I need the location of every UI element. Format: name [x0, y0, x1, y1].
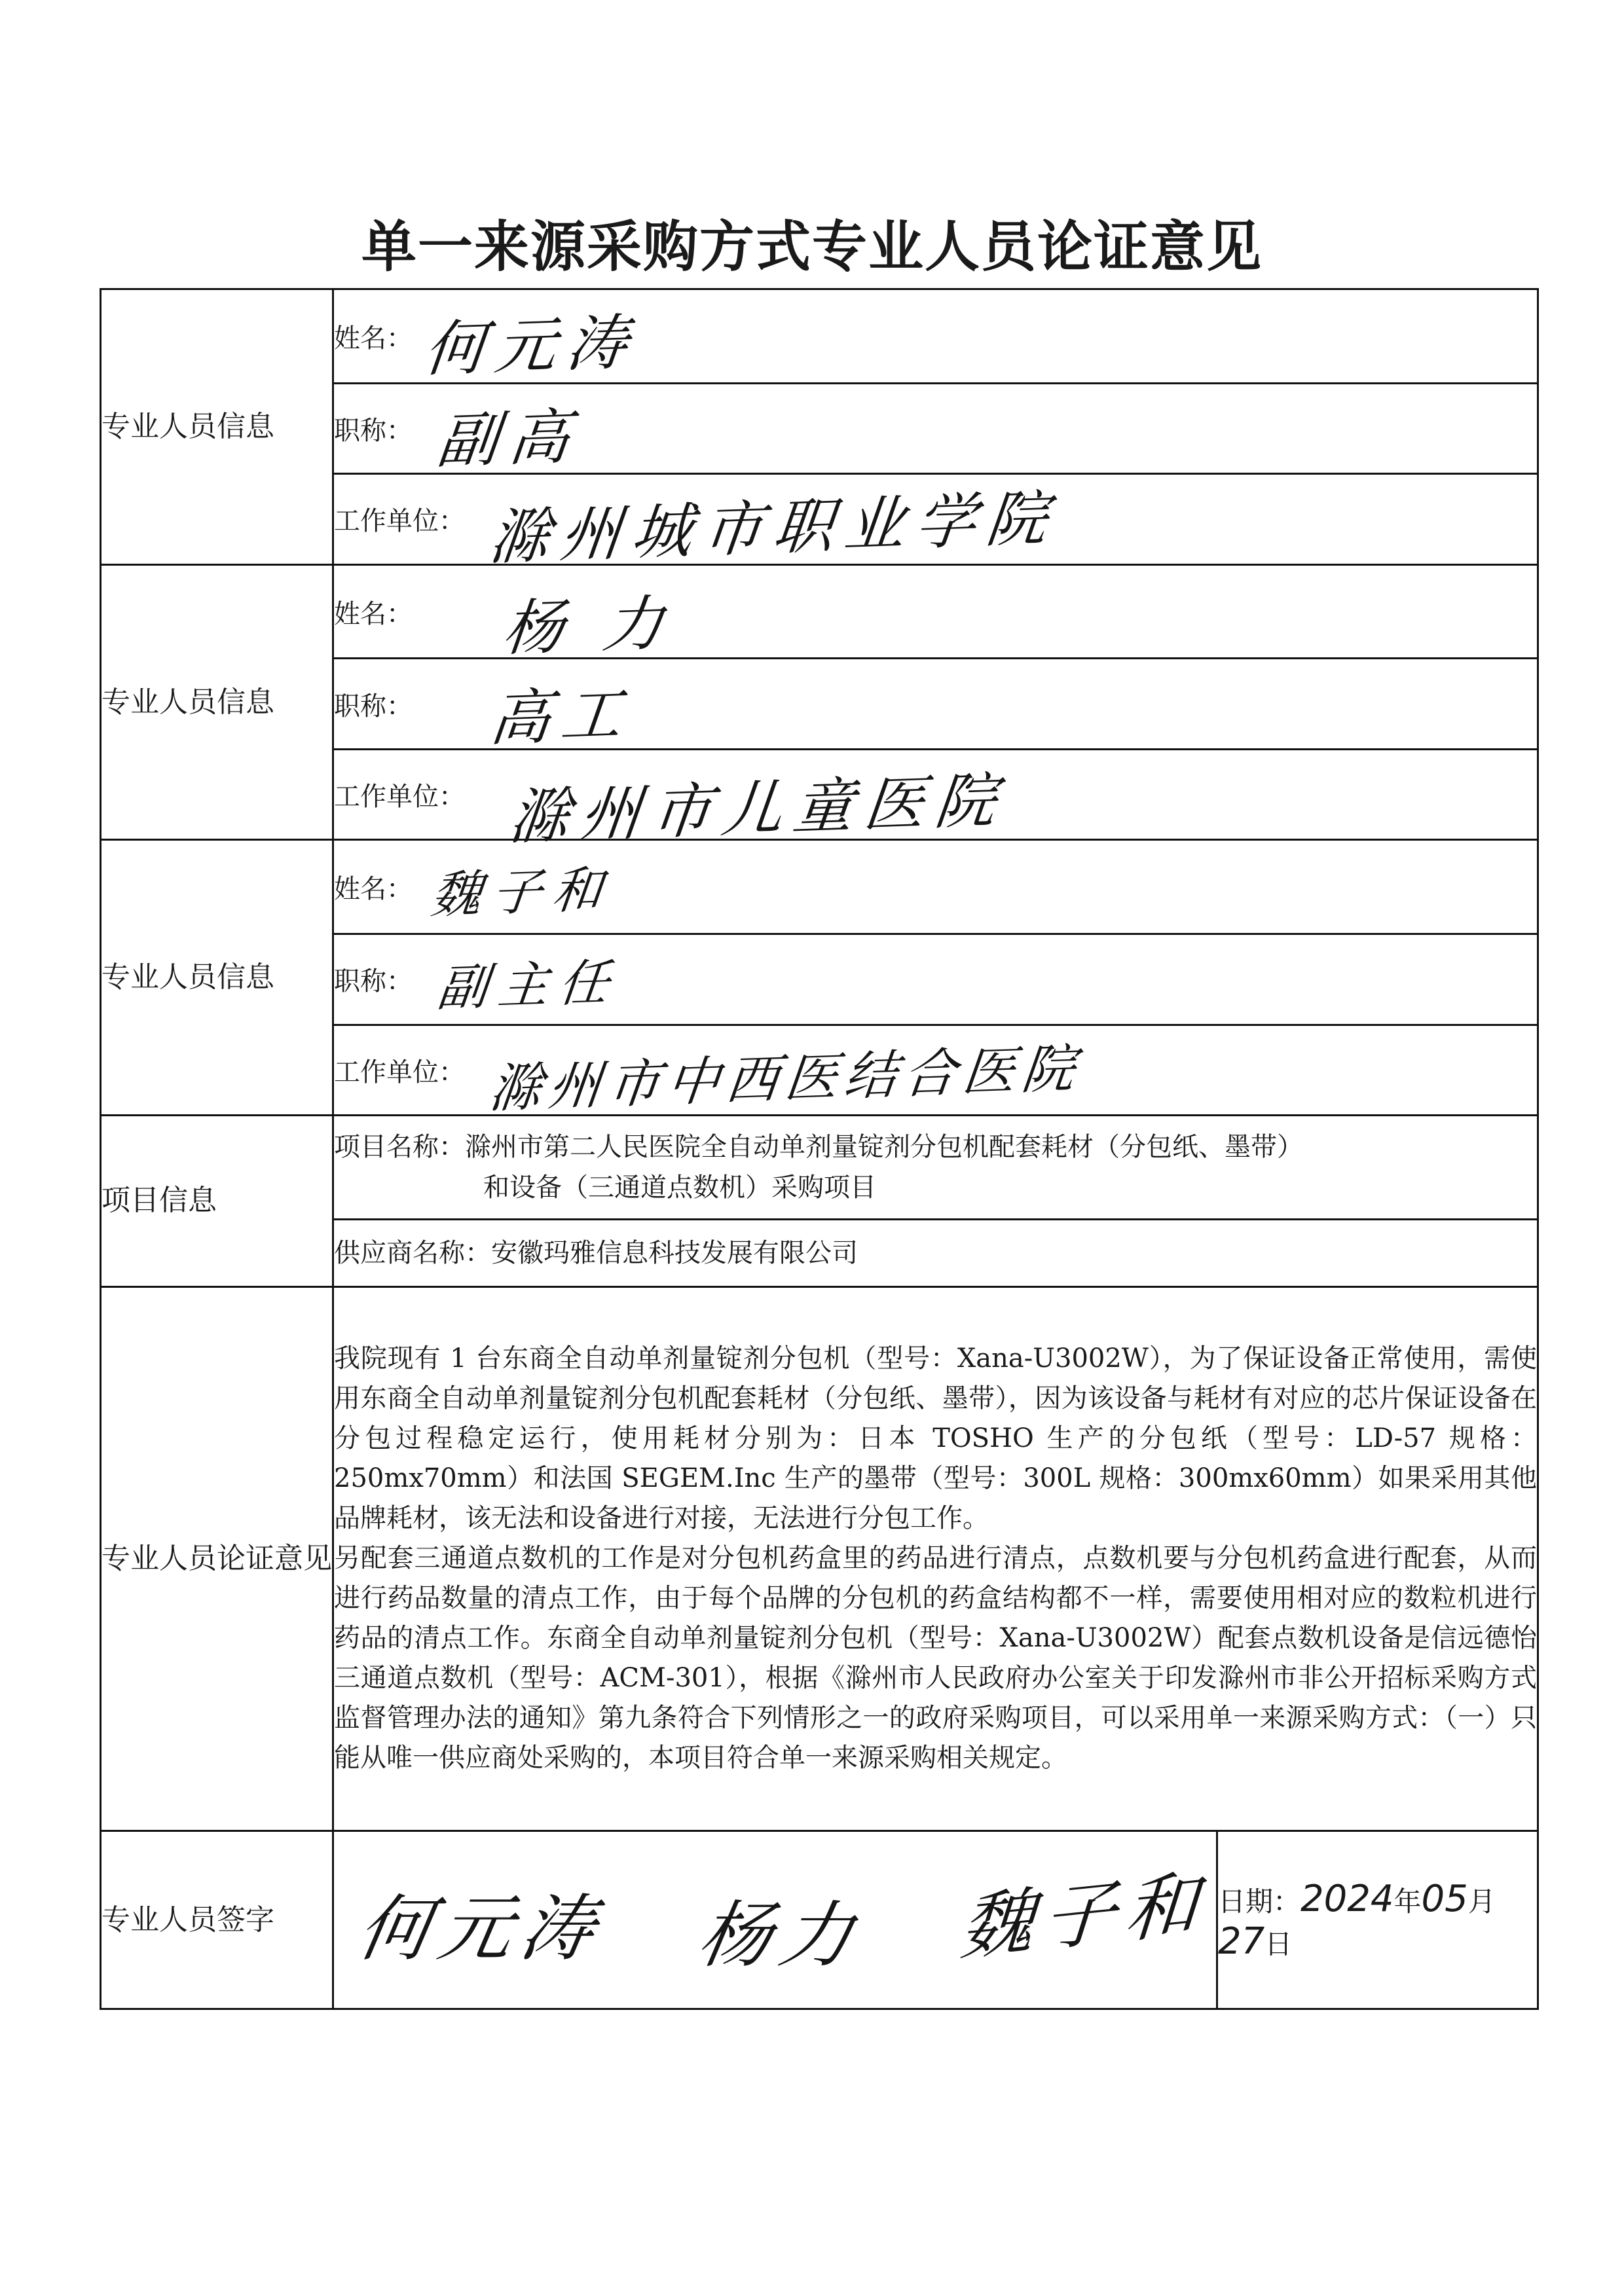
work-unit-label: 工作单位：	[334, 782, 465, 812]
title-label: 职称：	[334, 691, 413, 721]
expert-2-title-handwritten: 高工	[487, 679, 637, 755]
expert-3-name-row	[333, 840, 1538, 934]
supplier-name: 安徽玛雅信息科技发展有限公司	[491, 1238, 858, 1268]
opinion-section-label: 专业人员论证意见	[101, 1286, 333, 1831]
justification-form	[100, 288, 1539, 2010]
work-unit-label: 工作单位：	[334, 1057, 465, 1087]
expert-2-name-row	[333, 564, 1538, 664]
date-cell	[1217, 1831, 1538, 2009]
name-label: 姓名：	[334, 874, 413, 905]
signature-1: 何元涛	[352, 1887, 610, 1971]
expert-3-section-label: 专业人员信息	[101, 840, 333, 1116]
project-name-line1: 滁州市第二人民医院全自动单剂量锭剂分包机配套耗材（分包纸、墨带）	[465, 1132, 1303, 1163]
expert-2-name-handwritten: 杨力	[499, 587, 707, 664]
expert-2-section-label: 专业人员信息	[101, 564, 333, 840]
date-day-char: 日	[1264, 1927, 1293, 1960]
page-title: 单一来源采购方式专业人员论证意见	[361, 214, 1263, 279]
project-name-row	[333, 1116, 1538, 1220]
expert-1-section-label: 专业人员信息	[101, 289, 333, 565]
expert-2-unit-row	[333, 749, 1538, 853]
opinion-body	[333, 1286, 1538, 1831]
supplier-row	[333, 1220, 1538, 1287]
signature-3: 魏子和	[957, 1861, 1211, 1971]
date-label: 日期：	[1218, 1885, 1301, 1918]
expert-3-title-row	[333, 934, 1538, 1025]
project-name-line2: 和设备（三通道点数机）采购项目	[483, 1173, 876, 1203]
title-label: 职称：	[334, 966, 413, 997]
expert-1-name-row	[333, 289, 1538, 384]
expert-1-unit-row	[333, 474, 1538, 574]
name-label: 姓名：	[334, 323, 413, 354]
date-year-char: 年	[1393, 1885, 1422, 1918]
expert-3-title-handwritten: 副主任	[435, 953, 623, 1017]
signature-area	[333, 1831, 1217, 2009]
expert-2-unit-handwritten: 滁州市儿童医院	[505, 765, 1010, 853]
title-label: 职称：	[334, 415, 413, 446]
date-month-handwritten: 05	[1421, 1877, 1468, 1920]
project-name-label: 项目名称：	[334, 1132, 465, 1163]
expert-1-title-handwritten: 副高	[434, 401, 584, 477]
expert-3-unit-row	[333, 1025, 1538, 1120]
signature-section-label: 专业人员签字	[101, 1831, 333, 2009]
supplier-label: 供应商名称：	[334, 1238, 491, 1268]
project-section-label: 项目信息	[101, 1116, 333, 1287]
expert-2-title-row	[333, 659, 1538, 755]
expert-3-name-handwritten: 魏子和	[428, 860, 616, 925]
date-year-handwritten: 2024	[1301, 1877, 1394, 1920]
expert-1-unit-handwritten: 滁州城市职业学院	[485, 483, 1061, 574]
expert-3-unit-handwritten: 滁州市中西医结合医院	[486, 1037, 1085, 1120]
opinion-paragraph-1: 我院现有 1 台东商全自动单剂量锭剂分包机（型号：Xana-U3002W），为了保证设备正常使用，需使用东商全自动单剂量锭剂分包机配套耗材（分包纸、墨带），因为该设备与耗材有对应的芯片保证设备在分包过程稳定运行，使用耗材分别为：日本 TOSHO 生产的分包纸（型号：LD-57 规格：250mx70mm）和法国 SEGEM.Inc 生产的墨带（型号：300L 规格：300mx60mm）如果采用其他品牌耗材，该无法和设备进行对接，无法进行分包工作。	[334, 1343, 1537, 1534]
signature-2: 杨力	[692, 1893, 870, 1977]
opinion-paragraph-2: 另配套三通道点数机的工作是对分包机药盒里的药品进行清点，点数机要与分包机药盒进行配套，从而进行药品数量的清点工作，由于每个品牌的分包机的药盒结构都不一样，需要使用相对应的数粒机进行药品的清点工作。东商全自动单剂量锭剂分包机（型号：Xana-U3002W）配套点数机设备是信远德怡三通道点数机（型号：ACM-301），根据《滁州市人民政府办公室关于印发滁州市非公开招标采购方式监督管理办法的通知》第九条符合下列情形之一的政府采购项目，可以采用单一来源采购方式：（一）只能从唯一供应商处采购的，本项目符合单一来源采购相关规定。	[334, 1543, 1537, 1774]
date-month-char: 月	[1467, 1885, 1496, 1918]
date-day-handwritten: 27	[1218, 1920, 1265, 1963]
expert-1-name-handwritten: 何元涛	[420, 307, 642, 385]
name-label: 姓名：	[334, 598, 413, 629]
work-unit-label: 工作单位：	[334, 506, 465, 537]
expert-1-title-row	[333, 383, 1538, 477]
